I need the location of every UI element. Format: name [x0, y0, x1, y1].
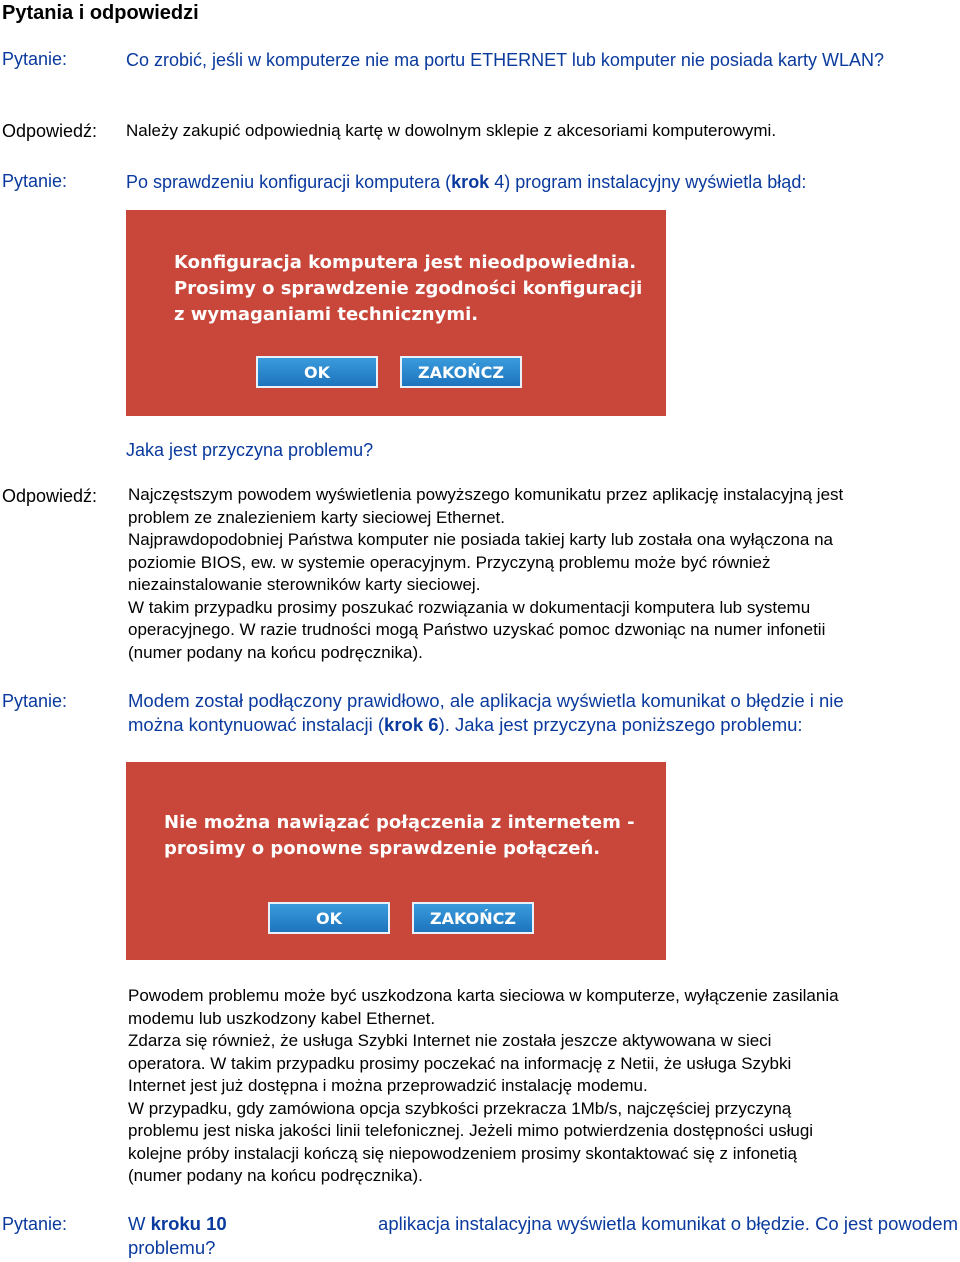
answer-label: Odpowiedź: [2, 486, 98, 506]
answer-line: W takim przypadku prosimy poszukać rozwiązania w dokumentacji komputera lub systemu [128, 597, 811, 617]
question-text-2: Po sprawdzeniu konfiguracji komputera (krok 4) program instalacyjny wyświetla błąd: [126, 172, 807, 192]
answer-line: kolejne próby instalacji kończą się niepowodzeniem prosimy skontaktować się z infonetią [128, 1143, 798, 1163]
answer-line: modemu lub uszkodzony kabel Ethernet. [128, 1008, 436, 1028]
answer-line: problemu jest niska jakości linii telefonicznej. Jeżeli mimo potwierdzenia dostępności usługi [128, 1121, 814, 1140]
answer-text-2 [128, 484, 958, 664]
answer-line: Powodem problemu może być uszkodzona karta sieciowa w komputerze, wyłączenie zasilania [128, 986, 839, 1005]
answer-line: problem ze znalezieniem karty sieciowej Ethernet. [128, 507, 506, 527]
page-title: Pytania i odpowiedzi [2, 2, 199, 24]
followup-question: Jaka jest przyczyna problemu? [126, 440, 374, 460]
dialog-message-line: Konfiguracja komputera jest nieodpowiednia. [174, 252, 637, 273]
answer-text-1: Należy zakupić odpowiednią kartę w dowolnym sklepie z akcesoriami komputerowymi. [126, 121, 777, 140]
answer-line: niezainstalowanie sterowników karty sieciowej. [128, 575, 481, 594]
answer-line: operatora. W takim przypadku prosimy poczekać na informację z Netii, że usługa Szybki [128, 1053, 792, 1073]
dialog-message-line: Prosimy o sprawdzenie zgodności konfiguracji [174, 278, 643, 299]
question-text-1: Co zrobić, jeśli w komputerze nie ma portu ETHERNET lub komputer nie posiada karty WLAN? [126, 50, 884, 70]
question-label: Pytanie: [2, 171, 68, 191]
dialog-message-line: Nie można nawiązać połączenia z internetem - [164, 812, 635, 833]
answer-label: Odpowiedź: [2, 121, 98, 141]
answer-line: poziomie BIOS, ew. w systemie operacyjnym. Przyczyną problemu może być również [128, 552, 771, 572]
answer-line: Najczęstszym powodem wyświetlenia powyższego komunikatu przez aplikację instalacyjną jest [128, 485, 844, 504]
ok-button[interactable]: OK [268, 902, 390, 934]
error-dialog-connection [126, 762, 666, 960]
dialog-message-line: prosimy o ponowne sprawdzenie połączeń. [164, 838, 601, 859]
answer-line: Zdarza się również, że usługa Szybki Internet nie została jeszcze aktywowana w sieci [128, 1031, 772, 1050]
answer-line: (numer podany na końcu podręcznika). [128, 1166, 423, 1185]
dialog-message-line: z wymaganiami technicznymi. [174, 304, 479, 325]
end-button[interactable]: ZAKOŃCZ [400, 356, 522, 388]
question-text-3: Modem został podłączony prawidłowo, ale aplikacja wyświetla komunikat o błędzie i nie można kontynuować instalacji (krok 6). Jaka jest przyczyna poniższego problemu: [128, 690, 844, 735]
answer-line: Najprawdopodobniej Państwa komputer nie posiada takiej karty lub została ona wyłączona na [128, 530, 833, 549]
ok-button[interactable]: OK [256, 356, 378, 388]
question-text-4: W kroku 10 aplikacja instalacyjna wyświetla komunikat o błędzie. Co jest powodem problemu? [128, 1213, 958, 1258]
error-dialog-config [126, 210, 666, 416]
question-label: Pytanie: [2, 691, 68, 711]
answer-line: operacyjnego. W razie trudności mogą Państwo uzyskać pomoc dzwoniąc na numer infonetii [128, 620, 826, 639]
answer-line: (numer podany na końcu podręcznika). [128, 642, 423, 662]
answer-text-3 [128, 985, 958, 1188]
answer-line: Internet jest już dostępna i można przeprowadzić instalację modemu. [128, 1076, 648, 1095]
question-label: Pytanie: [2, 49, 68, 69]
end-button[interactable]: ZAKOŃCZ [412, 902, 534, 934]
question-label: Pytanie: [2, 1214, 68, 1234]
answer-line: W przypadku, gdy zamówiona opcja szybkości przekracza 1Mb/s, najczęściej przyczyną [128, 1098, 792, 1118]
